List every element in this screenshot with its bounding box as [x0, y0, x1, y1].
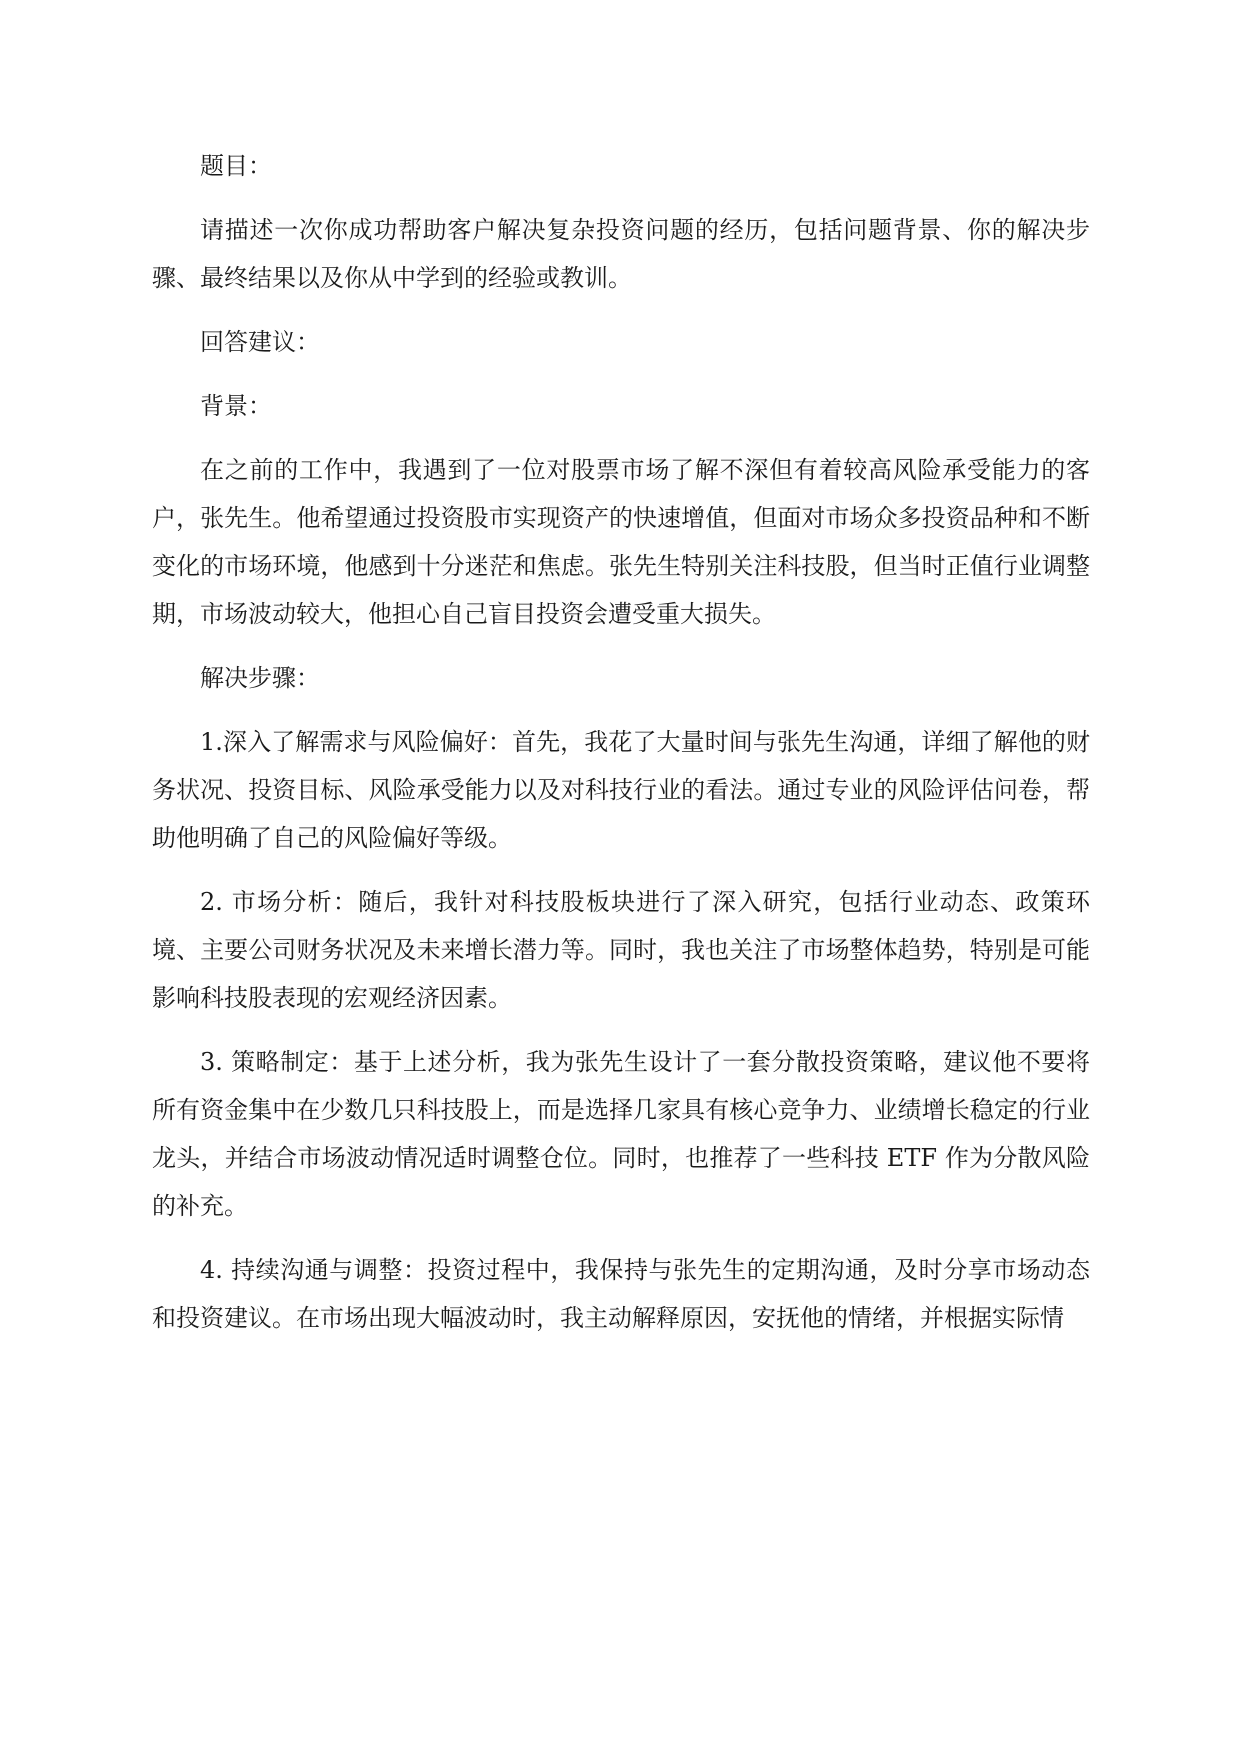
answer-suggestion-heading: 回答建议：: [200, 328, 320, 356]
question-heading: 题目：: [200, 152, 272, 180]
solution-steps-heading: 解决步骤：: [200, 664, 320, 692]
step-3-text: 3. 策略制定：基于上述分析，我为张先生设计了一套分散投资策略，建议他不要将所有资金集中在少数几只科技股上，而是选择几家具有核心竞争力、业绩增长稳定的行业龙头，并结合市场波动情况适时调整仓位。同时，也推荐了一些科技 ETF 作为分散风险的补充。: [152, 1048, 1090, 1220]
step-2-text: 2. 市场分析：随后，我针对科技股板块进行了深入研究，包括行业动态、政策环境、主要公司财务状况及未来增长潜力等。同时，我也关注了市场整体趋势，特别是可能影响科技股表现的宏观经济因素。: [152, 888, 1090, 1012]
step-4-text: 4. 持续沟通与调整：投资过程中，我保持与张先生的定期沟通，及时分享市场动态和投资建议。在市场出现大幅波动时，我主动解释原因，安抚他的情绪，并根据实际情: [152, 1256, 1090, 1332]
background-heading: 背景：: [200, 392, 272, 420]
document-body: [152, 142, 1090, 1358]
background-text: 在之前的工作中，我遇到了一位对股票市场了解不深但有着较高风险承受能力的客户，张先生。他希望通过投资股市实现资产的快速增值，但面对市场众多投资品种和不断变化的市场环境，他感到十分迷茫和焦虑。张先生特别关注科技股，但当时正值行业调整期，市场波动较大，他担心自己盲目投资会遭受重大损失。: [152, 456, 1090, 628]
question-text: 请描述一次你成功帮助客户解决复杂投资问题的经历，包括问题背景、你的解决步骤、最终结果以及你从中学到的经验或教训。: [152, 216, 1090, 292]
step-1-text: 1.深入了解需求与风险偏好：首先，我花了大量时间与张先生沟通，详细了解他的财务状况、投资目标、风险承受能力以及对科技行业的看法。通过专业的风险评估问卷，帮助他明确了自己的风险偏好等级。: [152, 728, 1090, 852]
